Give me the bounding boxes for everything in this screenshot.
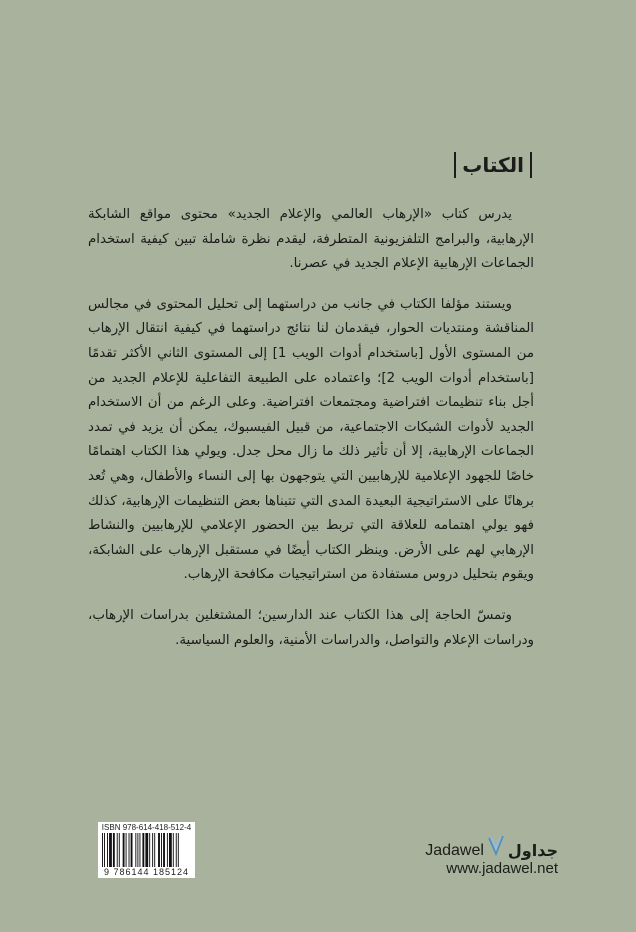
barcode-stripe — [176, 833, 177, 867]
barcode-stripe — [139, 833, 140, 867]
isbn-label: ISBN 978-614-418-512-4 — [101, 823, 192, 832]
publisher-logo — [425, 838, 558, 878]
publisher-url[interactable]: www.jadawel.net — [446, 860, 558, 877]
paragraph-1: يدرس كتاب «الإرهاب العالمي والإعلام الجديد» محتوى مواقع الشابكة الإرهابية، والبرامج التلفزيونية المتطرفة، ليقدم نظرة شاملة تبين كيفية استخدام الجماعات الإرهابية الإعلام الجديد في عصرنا. — [88, 207, 534, 272]
barcode-stripe — [123, 833, 125, 867]
paragraph-2: ويستند مؤلفا الكتاب في جانب من دراستهما إلى تحليل المحتوى في مجالس المناقشة ومنتديات الحوار، فيقدمان لنا نتائج دراستهما في كيفية انتقال الإرهاب من المستوى الأول [باستخدام أدوات الويب 1] إلى المستوى الثاني الأكثر تقدمًا [باستخدام أدوات الويب 2]؛ واعتماده على الطبيعة التفاعلية للإعلام الجديد من أجل بناء تنظيمات افتراضية ومجتمعات افتراضية. وعلى الرغم من أن الاستخدام الجديد لأدوات الشبكات الاجتماعية، من قبيل الفيسبوك، يمكن أن يزيد في تمدد الجماعات الإرهابية، إلا أن تأثير ذلك ما زال محل جدل. ويولي هذا الكتاب اهتمامًا خاصًا للجهود الإعلامية للإرهابيين التي يتوجهون بها إلى النساء والأطفال، وهي تُعد برهانًا على الاستراتيجية البعيدة المدى التي تتبناها بعض التنظيمات الإرهابية، كذلك فهو يولي اهتمامه للعلاقة التي تربط بين الحضور الإعلامي للإرهابيين والنشاط الإرهابي لهم على الأرض. وينظر الكتاب أيضًا في مستقبل الإرهاب على الشابكة، ويقوم بتحليل دروس مستفادة من استراتيجيات مكافحة الإرهاب. — [88, 296, 534, 583]
barcode-stripe — [178, 833, 179, 867]
barcode-stripe — [113, 833, 115, 867]
barcode-stripe — [117, 833, 118, 867]
barcode-stripe — [161, 833, 162, 867]
barcode-stripe — [131, 833, 133, 867]
barcode-stripe — [163, 833, 165, 867]
heading-bar-right — [530, 152, 532, 178]
paragraph-3: وتمسّ الحاجة إلى هذا الكتاب عند الدارسين؛ المشتغلين بدراسات الإرهاب، ودراسات الإعلام والتواصل، والدراسات الأمنية، والعلوم السياسية. — [88, 607, 534, 648]
barcode-stripe — [107, 833, 108, 867]
heading-text: الكتاب — [462, 153, 524, 177]
barcode-stripe — [152, 833, 153, 867]
barcode-stripe — [167, 833, 168, 867]
heading-bar-left — [454, 152, 456, 178]
barcode-stripe — [129, 833, 130, 867]
publisher-logo-icon — [487, 834, 505, 860]
isbn-barcode — [98, 822, 195, 878]
barcode-stripe — [135, 833, 136, 867]
barcode-stripe — [149, 833, 150, 867]
barcode-bars — [102, 833, 191, 867]
blurb-text — [88, 203, 534, 669]
barcode-stripe — [109, 833, 112, 867]
barcode-stripe — [102, 833, 103, 867]
barcode-stripe — [154, 833, 155, 867]
barcode-stripe — [145, 833, 148, 867]
barcode-stripe — [137, 833, 138, 867]
section-heading — [454, 150, 532, 180]
barcode-stripe — [126, 833, 127, 867]
barcode-stripe — [173, 833, 174, 867]
barcode-stripe — [142, 833, 144, 867]
barcode-digits: 9 786144 185124 — [103, 867, 190, 877]
publisher-name-en: Jadawel — [425, 842, 484, 859]
barcode-stripe — [158, 833, 160, 867]
barcode-stripe — [169, 833, 172, 867]
publisher-name-ar: جداول — [507, 841, 558, 860]
barcode-stripe — [104, 833, 105, 867]
barcode-stripe — [119, 833, 120, 867]
